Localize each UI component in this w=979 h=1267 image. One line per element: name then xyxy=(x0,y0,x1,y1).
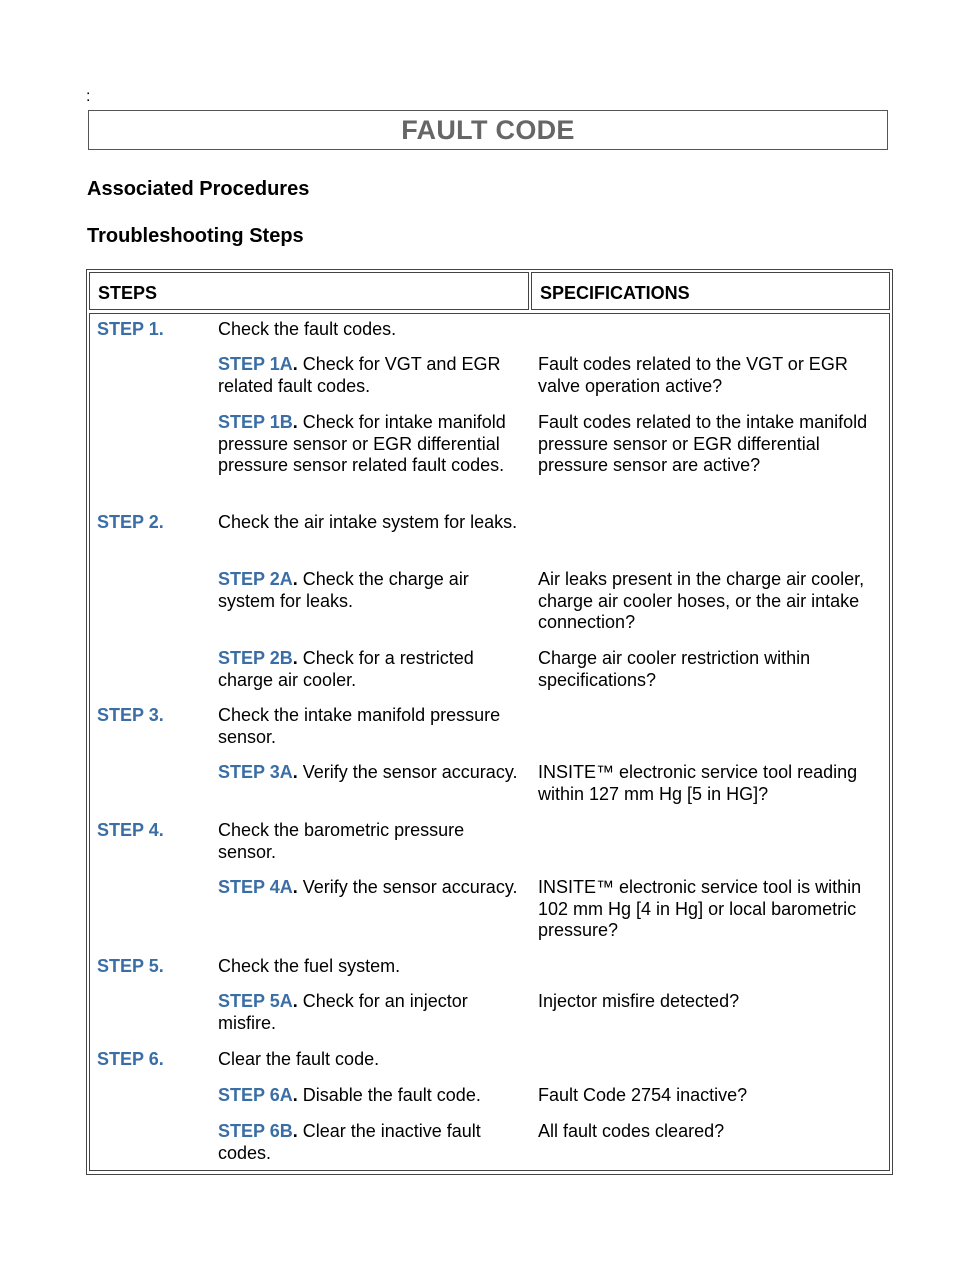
substep-label: STEP 5A xyxy=(218,991,293,1011)
specification-cell: INSITE™ electronic service tool is within 102 mm Hg [4 in Hg] or local barometric pressure? xyxy=(538,877,862,940)
step-description: Check the intake manifold pressure sensor. xyxy=(218,705,501,747)
substep-separator: . xyxy=(292,877,303,897)
step-description: Check the fault codes. xyxy=(218,319,397,339)
step-description: Check the barometric pressure sensor. xyxy=(218,820,465,862)
substep-label: STEP 1A xyxy=(218,354,293,374)
substep-cell xyxy=(218,762,524,784)
substep-label: STEP 2B xyxy=(218,648,293,668)
troubleshooting-steps-heading: Troubleshooting Steps xyxy=(87,225,304,247)
substep-separator: . xyxy=(292,1085,303,1105)
substep-separator: . xyxy=(292,354,303,374)
substep-cell xyxy=(218,412,524,477)
substep-separator: . xyxy=(292,412,303,432)
substep-cell xyxy=(218,1121,524,1164)
step-number: STEP 4. xyxy=(97,820,164,840)
page-colon: : xyxy=(86,88,91,105)
substep-cell xyxy=(218,648,524,691)
step-number: STEP 5. xyxy=(97,956,164,976)
substep-description: Check for an injector misfire. xyxy=(218,991,468,1033)
substep-cell xyxy=(218,877,524,899)
substep-cell xyxy=(218,569,524,612)
substep-separator: . xyxy=(292,762,303,782)
step-number: STEP 2. xyxy=(97,512,164,532)
substep-description: Check for a restricted charge air cooler. xyxy=(218,648,474,690)
substep-label: STEP 6A xyxy=(218,1085,293,1105)
specification-cell: Fault codes related to the intake manifold pressure sensor or EGR differential pressure sensor are active? xyxy=(538,412,868,475)
step-number: STEP 3. xyxy=(97,705,164,725)
substep-label: STEP 6B xyxy=(218,1121,293,1141)
specification-cell: Injector misfire detected? xyxy=(538,991,740,1011)
substep-separator: . xyxy=(292,1121,303,1141)
substep-label: STEP 2A xyxy=(218,569,293,589)
associated-procedures-heading: Associated Procedures xyxy=(87,178,310,200)
substep-cell xyxy=(218,354,524,397)
specification-cell: All fault codes cleared? xyxy=(538,1121,725,1141)
substep-description: Check the charge air system for leaks. xyxy=(218,569,469,611)
specification-cell: INSITE™ electronic service tool reading within 127 mm Hg [5 in HG]? xyxy=(538,762,858,804)
substep-description: Disable the fault code. xyxy=(302,1085,481,1105)
substep-description: Clear the inactive fault codes. xyxy=(218,1121,481,1163)
substep-cell xyxy=(218,1085,524,1107)
substep-separator: . xyxy=(292,569,303,589)
step-description: Check the air intake system for leaks. xyxy=(218,512,518,532)
specification-cell: Air leaks present in the charge air cooler, charge air cooler hoses, or the air intake connection? xyxy=(538,569,865,632)
substep-label: STEP 4A xyxy=(218,877,293,897)
substep-separator: . xyxy=(292,648,303,668)
step-description: Check the fuel system. xyxy=(218,956,401,976)
specifications-column-header: SPECIFICATIONS xyxy=(531,272,890,310)
substep-cell xyxy=(218,991,524,1034)
step-number: STEP 6. xyxy=(97,1049,164,1069)
substep-separator: . xyxy=(292,991,303,1011)
substep-description: Check for intake manifold pressure sensor or EGR differential pressure sensor related fault codes. xyxy=(218,412,506,475)
specification-cell: Fault codes related to the VGT or EGR valve operation active? xyxy=(538,354,848,396)
page-title-box xyxy=(88,110,888,150)
specification-cell: Charge air cooler restriction within specifications? xyxy=(538,648,811,690)
specification-cell: Fault Code 2754 inactive? xyxy=(538,1085,748,1105)
page-title: FAULT CODE xyxy=(401,114,575,145)
steps-column-header: STEPS xyxy=(89,272,529,310)
step-number: STEP 1. xyxy=(97,319,164,339)
substep-description: Verify the sensor accuracy. xyxy=(302,762,518,782)
substep-label: STEP 3A xyxy=(218,762,293,782)
substep-label: STEP 1B xyxy=(218,412,293,432)
substep-description: Check for VGT and EGR related fault codes. xyxy=(218,354,501,396)
substep-description: Verify the sensor accuracy. xyxy=(302,877,518,897)
step-description: Clear the fault code. xyxy=(218,1049,380,1069)
